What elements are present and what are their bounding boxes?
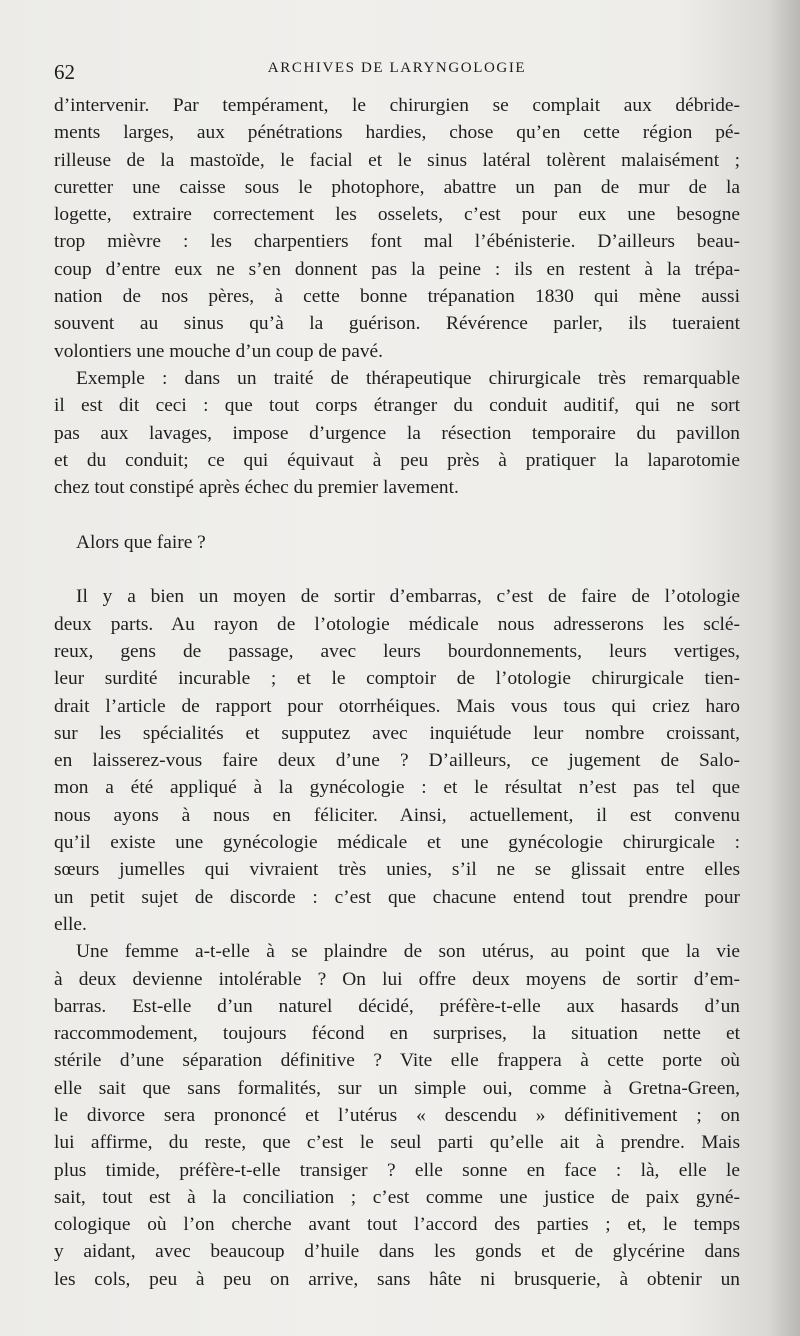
page-header [54, 58, 740, 88]
text-line: trop mièvre : les charpentiers font mal l’ébénisterie. D’ailleurs beau- [54, 231, 740, 253]
text-line: mon a été appliqué à la gynécologie : et le résultat n’est pas tel que [54, 777, 740, 799]
text-line: rilleuse de la mastoïde, le facial et le sinus latéral tolèrent malaisément ; [54, 149, 740, 171]
text-line: volontiers une mouche d’un coup de pavé. [54, 340, 384, 362]
text-line: stérile d’une séparation définitive ? Vite elle frappera à cette porte où [54, 1050, 740, 1072]
text-line: Exemple : dans un traité de thérapeutique chirurgicale très remarquable [76, 367, 740, 389]
text-line: drait l’article de rapport pour otorrhéiques. Mais vous tous qui criez haro [54, 695, 740, 717]
text-line: souvent au sinus qu’à la guérison. Révérence parler, ils tueraient [54, 313, 740, 335]
text-line: logette, extraire correctement les osselets, c’est pour eux une besogne [54, 204, 740, 226]
text-line: à deux devienne intolérable ? On lui offre deux moyens de sortir d’em- [54, 968, 740, 990]
paragraph-gap [54, 556, 740, 583]
body-text [54, 92, 740, 1293]
paragraph-gap [54, 501, 740, 528]
text-line: reux, gens de passage, avec leurs bourdonnements, leurs vertiges, [54, 640, 740, 662]
text-line: d’intervenir. Par tempérament, le chirurgien se complait aux débride- [54, 95, 740, 116]
text-line: nation de nos pères, à cette bonne trépanation 1830 qui mène aussi [54, 286, 740, 308]
text-line: en laisserez-vous faire deux d’une ? D’ailleurs, ce jugement de Salo- [54, 750, 740, 772]
text-line: nous ayons à nous en féliciter. Ainsi, actuellement, il est convenu [54, 804, 740, 826]
text-line: cologique où l’on cherche avant tout l’accord des parties ; et, le temps [54, 1214, 740, 1236]
text-line: y aidant, avec beaucoup d’huile dans les gonds et de glycérine dans [54, 1241, 740, 1263]
running-title: ARCHIVES DE LARYNGOLOGIE [267, 60, 527, 76]
text-line: lui affirme, du reste, que c’est le seul parti qu’elle ait à prendre. Mais [54, 1132, 740, 1154]
text-line: Une femme a-t-elle à se plaindre de son utérus, au point que la vie [76, 941, 740, 963]
text-line: coup d’entre eux ne s’en donnent pas la peine : ils en restent à la trépa- [54, 258, 740, 280]
text-line: et du conduit; ce qui équivaut à peu près à pratiquer la laparotomie [54, 449, 740, 471]
text-line: sur les spécialités et supputez avec inquiétude leur nombre croissant, [54, 722, 740, 744]
text-line: qu’il existe une gynécologie médicale et une gynécologie chirurgicale : [54, 832, 740, 854]
text-line: raccommodement, toujours fécond en surprises, la situation nette et [54, 1023, 740, 1045]
page-number: 62 [54, 60, 75, 84]
text-line: plus timide, préfère-t-elle transiger ? elle sonne en face : là, elle le [54, 1159, 740, 1181]
text-line: elle. [54, 913, 87, 935]
text-line: un petit sujet de discorde : c’est que chacune entend tout prendre pour [54, 886, 740, 908]
text-line: curetter une caisse sous le photophore, abattre un pan de mur de la [54, 176, 740, 198]
text-line: elle sait que sans formalités, sur un simple oui, comme à Gretna-Green, [54, 1077, 740, 1099]
text-line: barras. Est-elle d’un naturel décidé, préfère-t-elle aux hasards d’un [54, 995, 740, 1017]
text-line: pas aux lavages, impose d’urgence la résection temporaire du pavillon [54, 422, 740, 444]
text-line: ments larges, aux pénétrations hardies, chose qu’en cette région pé- [54, 122, 740, 144]
text-line: chez tout constipé après échec du premier lavement. [54, 477, 459, 499]
text-line: Il y a bien un moyen de sortir d’embarras, c’est de faire de l’otologie [76, 586, 740, 608]
text-line: les cols, peu à peu on arrive, sans hâte ni brusquerie, à obtenir un [54, 1268, 740, 1290]
text-line: le divorce sera prononcé et l’utérus « descendu » définitivement ; on [54, 1104, 740, 1126]
text-line: il est dit ceci : que tout corps étranger du conduit auditif, qui ne sort [54, 395, 740, 417]
text-line: leur surdité incurable ; et le comptoir de l’otologie chirurgicale tien- [54, 668, 740, 690]
text-line: sœurs jumelles qui vivraient très unies, s’il ne se glissait entre elles [54, 859, 740, 881]
text-line: deux parts. Au rayon de l’otologie médicale nous adresserons les sclé- [54, 613, 740, 635]
text-line: Alors que faire ? [76, 531, 206, 553]
text-line: sait, tout est à la conciliation ; c’est comme une justice de paix gyné- [54, 1186, 740, 1208]
